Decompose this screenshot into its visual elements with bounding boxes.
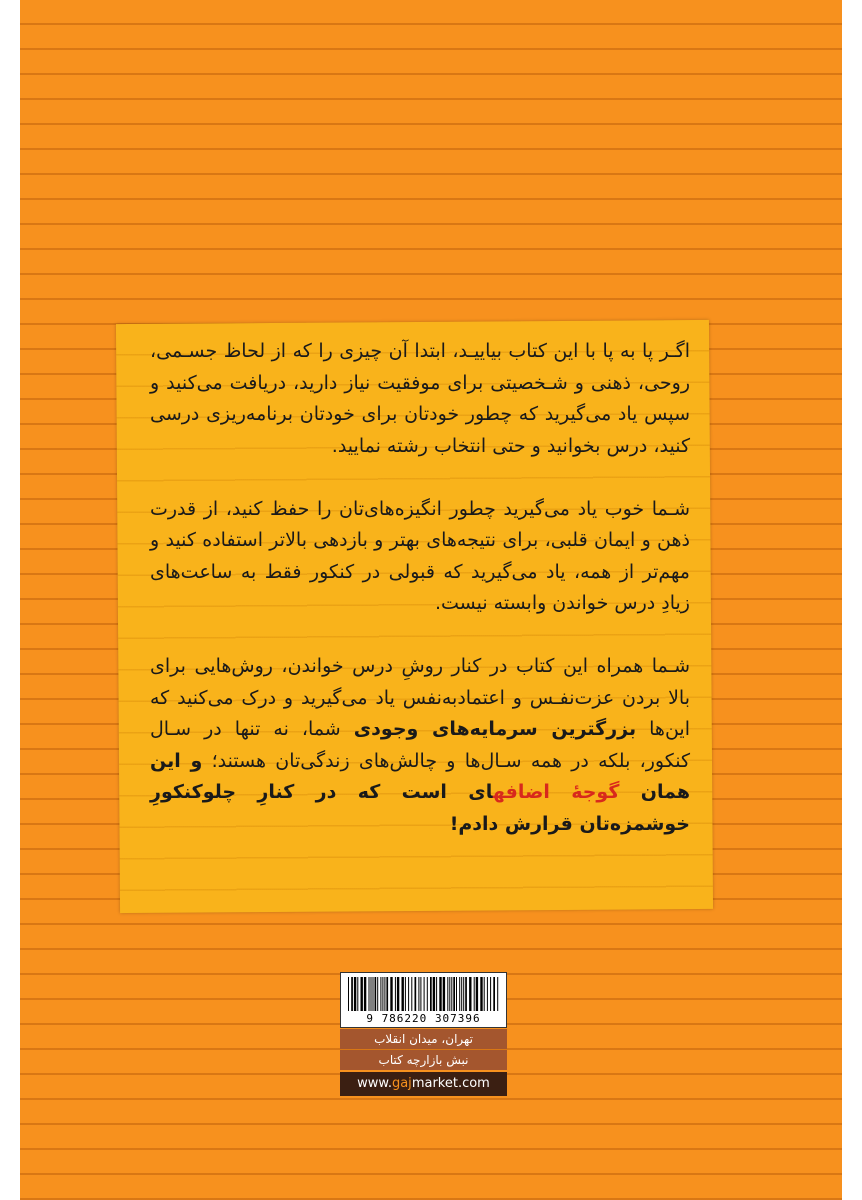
barcode-bar (493, 977, 495, 1011)
barcode-bar (427, 977, 428, 1011)
publisher-address-line-1: تهران، میدان انقلاب (340, 1029, 507, 1049)
barcode-bar (382, 977, 383, 1011)
website-prefix: www. (357, 1076, 392, 1091)
blurb-paragraph-2: شـما خوب یاد می‌گیرید چطور انگیزه‌های‌تان را حفظ کنید، از قدرت ذهن و ایمان قلبی، برای نتیجه‌های بهتر و بازدهی بالاتر استفاده کنید و مهم‌تر از همه، یاد می‌گیرید که قبولی در کنکور فقط به ساعت‌های زیادِ درس خواندن وابسته نیست. (150, 497, 690, 614)
barcode-bar (390, 977, 392, 1011)
barcode-bar (411, 977, 412, 1011)
barcode-bar (451, 977, 452, 1011)
isbn-barcode (340, 972, 507, 1028)
barcode-bar (354, 977, 356, 1011)
barcode-bar (408, 977, 409, 1011)
website-suffix: market.com (411, 1076, 490, 1091)
barcode-number (341, 1012, 506, 1025)
barcode-bar (497, 977, 498, 1011)
barcode-bar (447, 977, 448, 1011)
barcode-bar (449, 977, 450, 1011)
barcode-bar (361, 977, 363, 1011)
barcode-bar (439, 977, 441, 1011)
barcode-bar (357, 977, 358, 1011)
barcode-bar (474, 977, 475, 1011)
barcode-bar (465, 977, 467, 1011)
barcode-bar (415, 977, 417, 1011)
barcode-bar (369, 977, 370, 1011)
barcode-bar (384, 977, 385, 1011)
blurb-p3-text-1: شـما همراه این کتاب در کنار روشِ درس خواندن، روش‌هایی برای بالا بردن عزت‌نفـس و اعتمادبه‌نفس یاد می‌گیرید و درک می‌کنید که این‌ها (150, 655, 690, 740)
barcode-bar (490, 977, 491, 1011)
barcode-bar (459, 977, 460, 1011)
barcode-bar (373, 977, 374, 1011)
barcode-group-1: 786220 (381, 1012, 428, 1025)
barcode-bar (371, 977, 372, 1011)
barcode-bar (469, 977, 471, 1011)
barcode-bar (463, 977, 464, 1011)
blurb-p3-bold-3: ای است که در کنارِ چلوکنکورِ خوشمزه‌تان قرارش دادم! (150, 781, 690, 835)
barcode-bar (453, 977, 455, 1011)
barcode-bar (436, 977, 437, 1011)
publisher-address-line-2: نبش بازارچه کتاب (340, 1050, 507, 1070)
barcode-bar (480, 977, 482, 1011)
blurb-p3-highlight: گوجهٔ اضافه (492, 781, 620, 803)
barcode-bar (487, 977, 488, 1011)
barcode-bar (402, 977, 404, 1011)
barcode-bar (433, 977, 435, 1011)
blurb-p3-text-2: شما، نه تنها در سـال کنکور، بلکه در همه سـال‌ها و چالش‌های زندگی‌تان هستند؛ (150, 718, 690, 772)
blurb-text (150, 336, 690, 872)
barcode-bar (351, 977, 353, 1011)
barcode-bar (424, 977, 425, 1011)
blurb-paragraph-1: اگـر پا به پا با این کتاب بیاییـد، ابتدا آن چیزی را که از لحاظ جسـمی، روحی، ذهنی و شـخصیتی برای موفقیت نیاز دارید، دریافت می‌کنید و سپس یاد می‌گیرید که چطور خودتان برای خودتان برنامه‌ریزی درسی کنید، درس بخوانید و حتی انتخاب رشته نمایید. (150, 340, 690, 457)
publisher-website[interactable] (340, 1072, 507, 1096)
barcode-bars (347, 977, 500, 1011)
barcode-bar (443, 977, 445, 1011)
barcode-bar (420, 977, 421, 1011)
blurb-p3-bold-1: بزرگترین سرمایه‌های وجودی (353, 718, 637, 740)
barcode-bar (405, 977, 406, 1011)
website-brand: gaj (391, 1076, 412, 1091)
barcode-bar (375, 977, 377, 1011)
barcode-bar (418, 977, 419, 1011)
barcode-bar (386, 977, 388, 1011)
barcode-bar (456, 977, 457, 1011)
barcode-bar (395, 977, 396, 1011)
barcode-lead-digit: 9 (366, 1012, 374, 1025)
barcode-bar (380, 977, 381, 1011)
barcode-bar (377, 977, 378, 1011)
barcode-bar (430, 977, 432, 1011)
barcode-bar (461, 977, 462, 1011)
barcode-bar (364, 977, 366, 1011)
barcode-bar (397, 977, 399, 1011)
barcode-bar (476, 977, 478, 1011)
barcode-group-2: 307396 (434, 1012, 481, 1025)
barcode-bar (484, 977, 485, 1011)
blurb-p3-bold-2: و این همان (150, 749, 690, 803)
barcode-bar (348, 977, 349, 1011)
blurb-paragraph-3 (150, 651, 690, 840)
